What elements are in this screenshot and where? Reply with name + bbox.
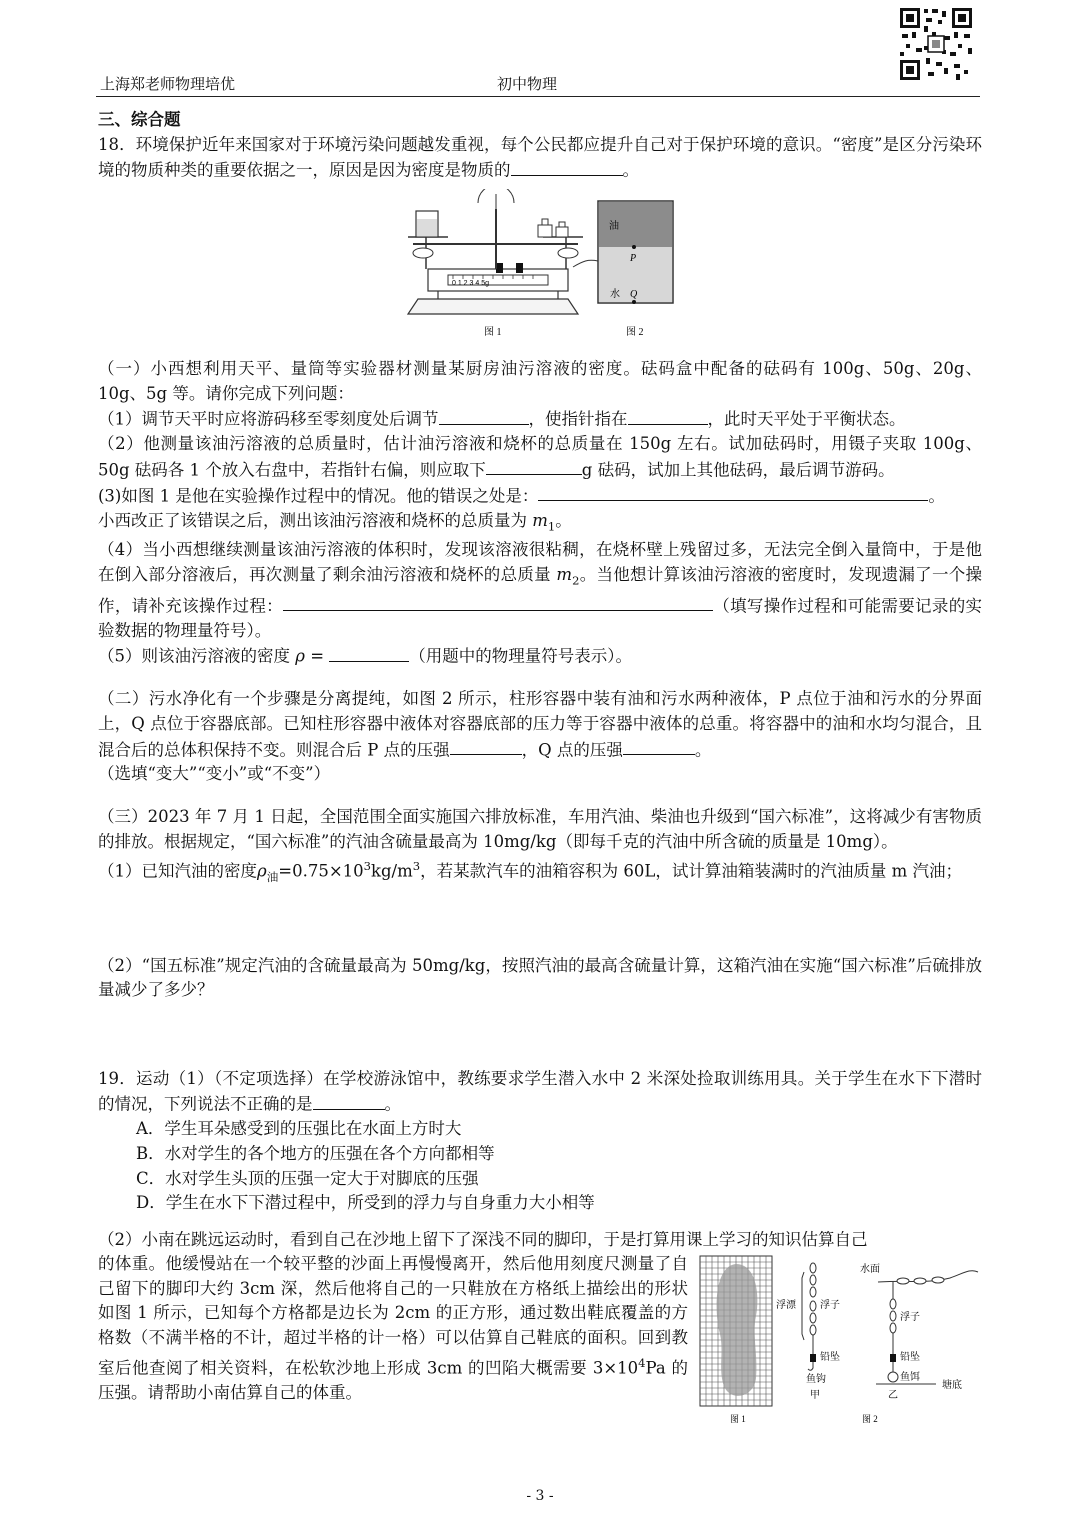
answer-blank[interactable] bbox=[623, 737, 695, 755]
q18-part1-q5: （5）则该油污溶液的密度 ρ = （用题中的物理量符号表示）。 bbox=[98, 643, 982, 669]
fig1-caption: 图 1 bbox=[484, 327, 502, 339]
section-title: 三、综合题 bbox=[98, 110, 181, 129]
q19-fig1-caption: 图 1 bbox=[730, 1413, 746, 1424]
fig2-oil-label: 油 bbox=[609, 221, 619, 233]
q19-option-b[interactable]: B．水对学生的各个地方的压强在各个方向都相等 bbox=[136, 1143, 495, 1163]
q18-part1-q3-cont: 小西改正了该错误之后，测出该油污溶液和烧杯的总质量为 $m_1$。 bbox=[98, 510, 572, 533]
q19-option-a[interactable]: A．学生耳朵感受到的压强比在水面上方时大 bbox=[136, 1119, 462, 1139]
qr-code-icon bbox=[898, 6, 974, 82]
label-float: 浮漂 bbox=[776, 1299, 796, 1311]
label-floater-2: 浮子 bbox=[900, 1311, 920, 1323]
answer-blank[interactable] bbox=[283, 593, 713, 611]
label-sinker-2: 铅坠 bbox=[900, 1351, 920, 1363]
header-divider bbox=[96, 96, 980, 97]
q19-part2 bbox=[98, 1228, 982, 1424]
label-floater: 浮子 bbox=[820, 1299, 840, 1311]
label-bait: 鱼饵 bbox=[900, 1371, 920, 1383]
q18-part3-q2: （2）“国五标准”规定汽油的含硫量最高为 50mg/kg，按照汽油的最高含硫量计算，这箱汽油在实施“国六标准”后硫排放量减少了多少？ bbox=[98, 955, 982, 1000]
q18-figures bbox=[398, 189, 982, 339]
q18-part3: （三）2023 年 7 月 1 日起，全国范围全面实施国六排放标准，车用汽油、柴油也升级到“国六标准”，这将减少有害物质的排放。根据规定，“国六标准”的汽油含硫量最高为 10mg/kg（即每千克的汽油中所含硫的质量是 10mg）。 bbox=[98, 807, 982, 851]
fig2-q-label: Q bbox=[630, 289, 638, 301]
label-yi: 乙 bbox=[888, 1389, 898, 1401]
shoe-print-shape bbox=[717, 1264, 758, 1396]
answer-blank[interactable] bbox=[313, 1091, 385, 1109]
answer-blank[interactable] bbox=[486, 457, 582, 475]
header-left: 上海郑老师物理培优 bbox=[100, 75, 236, 93]
q18-part2: （二）污水净化有一个步骤是分离提纯，如图 2 所示，柱形容器中装有油和污水两种液体，P 点位于油和污水的分界面上，Q 点位于容器底部。已知柱形容器中液体对容器底部的压力等于容器中液体的总重。将容器中的油和水均匀混合，且混合后的总体积保持不变。则混合后 P 点的压强 ，Q 点的压强 。 bbox=[98, 689, 982, 759]
q18-part1-q2: （2）他测量该油污溶液的总质量时，估计油污溶液和烧杯的总质量在 150g 左右。试加砝码时，用镊子夹取 100g、50g 砝码各 1 个放入右盘中，若指针右偏，则应取下 g 砝码，试加上其他砝码，最后调节游码。 bbox=[98, 434, 982, 480]
q19-part2-first-line: （2）小南在跳远运动时，看到自己在沙地上留下了深浅不同的脚印，于是打算用课上学习的知识估算自己 bbox=[98, 1229, 868, 1249]
label-water-surface: 水面 bbox=[860, 1263, 880, 1275]
answer-blank[interactable] bbox=[450, 737, 522, 755]
q18-part1-q3: (3)如图 1 是他在实验操作过程中的情况。他的错误之处是： 。 bbox=[98, 483, 982, 509]
q19-option-c[interactable]: C．水对学生头顶的压强一定大于对脚底的压强 bbox=[136, 1168, 479, 1188]
q19-stem: 19．运动（1）（不定项选择）在学校游泳馆中，教练要求学生潜入水中 2 米深处捡取训练用具。关于学生在水下下潜时的情况，下列说法不正确的是 。 bbox=[98, 1068, 982, 1114]
balance-scale-label: 0 1 2 3 4 5g bbox=[452, 280, 489, 288]
page-content bbox=[98, 108, 983, 1424]
q18-part3-q1: （1）已知汽油的密度$\rho_油=0.75\times 10^3kg/m^3$，若某款汽车的油箱容积为 60L，试计算油箱装满时的汽油质量 m 汽油； bbox=[98, 859, 962, 885]
fig2-caption: 图 2 bbox=[626, 327, 644, 339]
q18-part1-q1: （1）调节天平时应将游码移至零刻度处后调节 ，使指针指在 ，此时天平处于平衡状态。 bbox=[98, 406, 982, 432]
label-jia: 甲 bbox=[810, 1389, 820, 1401]
q19-option-d[interactable]: D．学生在水下下潜过程中，所受到的浮力与自身重力大小相等 bbox=[136, 1193, 595, 1213]
q19-fig2-caption: 图 2 bbox=[862, 1413, 878, 1424]
fig2-p-label: P bbox=[630, 253, 637, 265]
q19-part2-body: 的体重。他缓慢站在一个较平整的沙面上再慢慢离开，然后他用刻度尺测量了自己留下的脚印大约 3cm 深，然后他将自己的一只鞋放在方格纸上描绘出的形状如图 1 所示，已知每个方格都是边长为 2cm 的正方形，通过数出鞋底覆盖的方格数（不满半格的不计，超过半格的计一格）可以估算自己鞋底的面积。回到教室后他查阅了相关资料，在松软沙地上形成 3cm 的凹陷大概需要 $3\times 10^4Pa$ 的压强。请帮助小南估算自己的体重。 bbox=[98, 1254, 688, 1402]
point-p bbox=[632, 245, 636, 249]
answer-blank[interactable] bbox=[511, 157, 623, 175]
answer-blank[interactable] bbox=[628, 406, 708, 424]
label-sinker: 铅坠 bbox=[820, 1351, 840, 1363]
answer-blank[interactable] bbox=[329, 643, 409, 661]
header-middle: 初中物理 bbox=[497, 75, 558, 93]
q18-part2-choices: （选填“变大”“变小”或“不变”） bbox=[98, 764, 331, 784]
point-q bbox=[632, 300, 636, 304]
q18-part1-q4: （4）当小西想继续测量该油污溶液的体积时，发现该溶液很粘稠，在烧杯壁上残留过多，无法完全倒入量筒中，于是他在倒入部分溶液后，再次测量了剩余油污溶液和烧杯的总质量 $m_2$。当他想计算该油污溶液的密度时，发现遗漏了一个操作，请补充该操作过程： （填写操作过程和可能需要记录的实验数据的物理量符号）。 bbox=[98, 540, 983, 640]
answer-blank[interactable] bbox=[538, 483, 928, 501]
q18-intro: 18．环境保护近年来国家对于环境污染问题越发重视，每个公民都应提升自己对于保护环境的意识。“密度”是区分污染环境的物质种类的重要依据之一，原因是因为密度是物质的 。 bbox=[98, 134, 982, 180]
q19-figures bbox=[698, 1254, 988, 1436]
balance-figure bbox=[398, 189, 683, 339]
label-hook: 鱼钩 bbox=[806, 1373, 826, 1385]
answer-blank[interactable] bbox=[439, 406, 529, 424]
fig2-water-label: 水 bbox=[610, 289, 620, 301]
q18-part1-intro: （一）小西想利用天平、量筒等实验器材测量某厨房油污溶液的密度。砝码盒中配备的砝码有 100g、50g、20g、10g、5g 等。请你完成下列问题： bbox=[98, 359, 982, 403]
page-number: - 3 - bbox=[526, 1488, 554, 1504]
label-pond-bottom: 塘底 bbox=[942, 1379, 962, 1391]
